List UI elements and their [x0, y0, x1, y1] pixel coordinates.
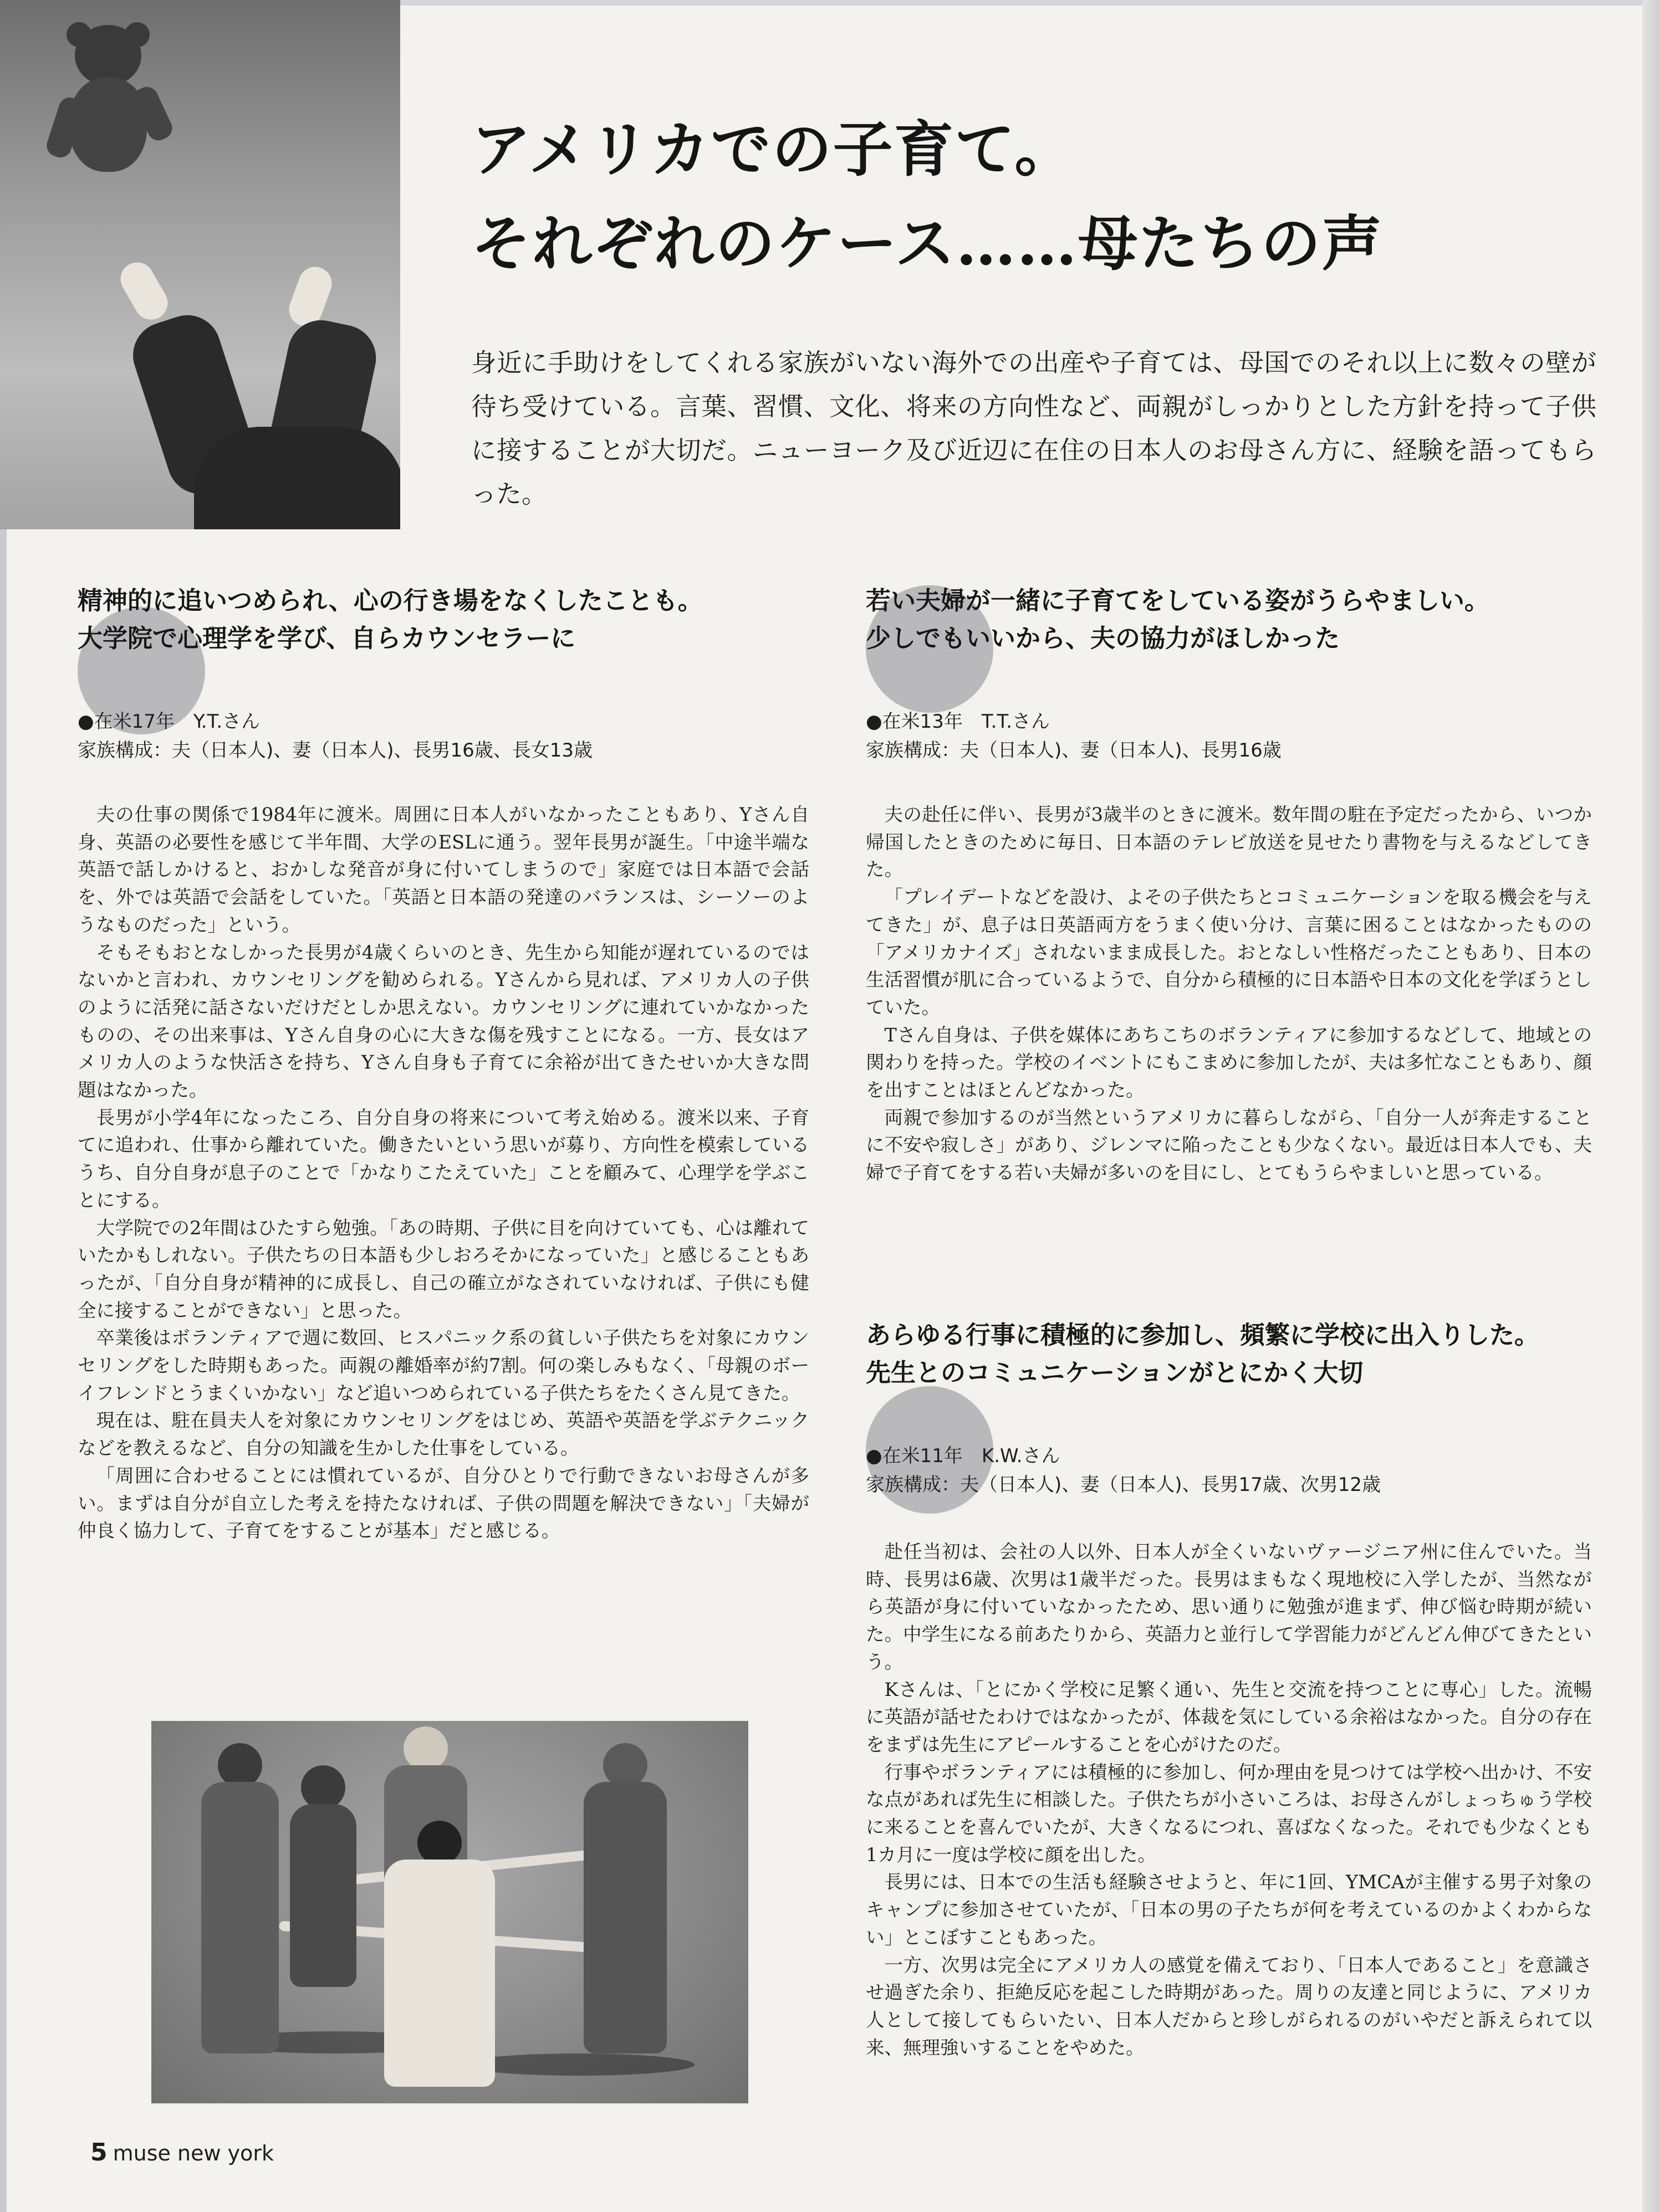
body-paragraph: 卒業後はボランティアで週に数回、ヒスパニック系の貧しい子供たちを対象にカウンセリングをした時期もあった。両親の離婚率が約7割。何の楽しみもなく、「母親のボーイフレンドとうまくいかない」など追いつめられている子供たちをたくさん見てきた。	[78, 1327, 809, 1404]
family-composition: 家族構成：夫（日本人)、妻（日本人)、長男16歳、長女13歳	[78, 739, 593, 762]
section-title-line-2: 大学院で心理学を学び、自らカウンセラーに	[78, 624, 576, 653]
body-paragraph: 行事やボランティアには積極的に参加し、何か理由を見つけては学校へ出かけ、不安な点があれば先生に相談した。子供たちが小さいころは、お母さんがしょっちゅう学校に来ることを喜んでいたが、大きくなるにつれ、喜ばなくなった。それでも少なくとも1カ月に一度は学校に顔を出した。	[866, 1761, 1592, 1866]
page-folio	[90, 2138, 274, 2167]
children-circle-photo	[151, 1721, 748, 2103]
section-title-line-1: あらゆる行事に積極的に参加し、頻繁に学校に出入りした。	[866, 1320, 1540, 1350]
page-right-edge	[1642, 0, 1659, 2212]
family-composition: 家族構成：夫（日本人)、妻（日本人)、長男16歳	[866, 739, 1282, 762]
child-figure	[384, 1821, 495, 2087]
section-title-line-1: 若い夫婦が一緒に子育てをしている姿がうらやましい。	[866, 586, 1490, 615]
section-tt	[866, 582, 1592, 1187]
lead-paragraph: 身近に手助けをしてくれる家族がいない海外での出産や子育ては、母国でのそれ以上に数々の壁が待ち受けている。言葉、習慣、文化、将来の方向性など、両親がしっかりとした方針を持って子供に接することが大切だ。ニューヨーク及び近辺に在住の日本人のお母さん方に、経験を語ってもらった。	[471, 348, 1596, 509]
child-figure	[290, 1765, 356, 1987]
profile-meta	[866, 1442, 1592, 1499]
headline-line-2: それぞれのケース……母たちの声	[471, 209, 1383, 279]
profile-meta	[78, 707, 809, 765]
body-paragraph: Tさん自身は、子供を媒体にあちこちのボランティアに参加するなどして、地域との関わりを持った。学校のイベントにもこまめに参加したが、夫は多忙なこともあり、顔を出すことはほとんどなかった。	[866, 1024, 1592, 1101]
headline-line-1: アメリカでの子育て。	[471, 115, 1076, 185]
residence-years: ●在米17年 Y.T.さん	[78, 711, 261, 733]
child-figure	[584, 1743, 667, 2053]
section-title	[78, 582, 809, 657]
body-paragraph: Kさんは、「とにかく学校に足繁く通い、先生と交流を持つことに専心」した。流暢に英語が話せたわけではなかったが、体裁を気にしている余裕はなかった。自分の存在をまずは先生にアピールすることを心がけたのだ。	[866, 1678, 1592, 1755]
section-body	[866, 1538, 1592, 2061]
body-paragraph: 赴任当初は、会社の人以外、日本人が全くいないヴァージニア州に住んでいた。当時、長男は6歳、次男は1歳半だった。長男はまもなく現地校に入学したが、当然ながら英語が身に付いていなかったため、思い通りに勉強が進まず、伸び悩む時期が続いた。中学生になる前あたりから、英語力と並行して学習能力がどんどん伸びてきたという。	[866, 1541, 1592, 1673]
magazine-name: muse new york	[113, 2141, 274, 2165]
child-reaching-figure	[116, 260, 400, 529]
residence-years: ●在米13年 T.T.さん	[866, 711, 1050, 733]
body-paragraph: そもそもおとなしかった長男が4歳くらいのとき、先生から知能が遅れているのではないかと言われ、カウンセリングを勧められる。Yさんから見れば、アメリカ人の子供のように活発に話さないだけだとしか思えない。カウンセリングに連れていかなかったものの、その出来事は、Yさん自身の心に大きな傷を残すことになる。一方、長女はアメリカ人のような快活さを持ち、Yさん自身も子育てに余裕が出てきたせいか大きな問題はなかった。	[78, 941, 809, 1101]
page-number: 5	[90, 2138, 108, 2167]
section-yt	[78, 582, 809, 1545]
profile-meta	[866, 707, 1592, 765]
body-paragraph: 一方、次男は完全にアメリカ人の感覚を備えており、「日本人であること」を意識させ過ぎた余り、拒絶反応を起こした時期があった。周りの友達と同じように、アメリカ人として接してもらいたい、日本人だからと珍しがられるのがいやだと訴えられて以来、無理強いすることをやめた。	[866, 1954, 1592, 2058]
body-paragraph: 長男が小学4年になったころ、自分自身の将来について考え始める。渡米以来、子育てに追われ、仕事から離れていた。働きたいという思いが募り、方向性を模索しているうち、自分自身が息子のことで「かなりこたえていた」ことを顧みて、心理学を学ぶことにする。	[78, 1106, 809, 1211]
teddy-bear-photo	[0, 0, 400, 529]
section-title-line-2: 先生とのコミュニケーションがとにかく大切	[866, 1358, 1364, 1387]
body-paragraph: 両親で参加するのが当然というアメリカに暮らしながら、「自分一人が奔走することに不安や寂しさ」があり、ジレンマに陥ったことも少なくない。最近は日本人でも、夫婦で子育てをする若い夫婦が多いのを目にし、とてもうらやましいと思っている。	[866, 1106, 1592, 1184]
section-title-line-2: 少しでもいいから、夫の協力がほしかった	[866, 624, 1340, 653]
residence-years: ●在米11年 K.W.さん	[866, 1445, 1060, 1467]
section-kw	[866, 1316, 1592, 2061]
teddy-bear-figure	[53, 25, 164, 186]
family-composition: 家族構成：夫（日本人)、妻（日本人)、長男17歳、次男12歳	[866, 1474, 1381, 1496]
body-paragraph: 「周囲に合わせることには慣れているが、自分ひとりで行動できないお母さんが多い。まずは自分が自立した考えを持たなければ、子供の問題を解決できない」「夫婦が仲良く協力して、子育てをすることが基本」だと感じる。	[78, 1464, 809, 1542]
child-figure	[201, 1743, 279, 2053]
body-paragraph: 現在は、駐在員夫人を対象にカウンセリングをはじめ、英語や英語を学ぶテクニックなどを教えるなど、自分の知識を生かした仕事をしている。	[78, 1409, 809, 1459]
body-paragraph: 夫の赴任に伴い、長男が3歳半のときに渡米。数年間の駐在予定だったから、いつか帰国したときのために毎日、日本語のテレビ放送を見せたり書物を与えるなどしてきた。	[866, 804, 1592, 881]
section-title	[866, 1316, 1592, 1392]
body-paragraph: 「プレイデートなどを設け、よその子供たちとコミュニケーションを取る機会を与えてきた」が、息子は日英語両方をうまく使い分け、言葉に困ることはなかったものの「アメリカナイズ」されないまま成長した。おとなしい性格だったこともあり、日本の生活習慣が肌に合っているようで、自分から積極的に日本語や日本の文化を学ぼうとしていた。	[866, 886, 1592, 1018]
section-body	[78, 801, 809, 1545]
section-title	[866, 582, 1592, 657]
body-paragraph: 大学院での2年間はひたすら勉強。「あの時期、子供に目を向けていても、心は離れていたかもしれない。子供たちの日本語も少しおろそかになっていた」と感じることもあったが、「自分自身が精神的に成長し、自己の確立がなされていなければ、子供にも健全に接することができない」と思った。	[78, 1217, 809, 1321]
article-headline	[471, 103, 1383, 291]
body-paragraph: 夫の仕事の関係で1984年に渡米。周囲に日本人がいなかったこともあり、Yさん自身、英語の必要性を感じて半年間、大学のESLに通う。翌年長男が誕生。「中途半端な英語で話しかけると、おかしな発音が身に付いてしまうので」家庭では日本語で会話を、外では英語で会話をしていた。「英語と日本語の発達のバランスは、シーソーのようなものだった」という。	[78, 804, 809, 936]
section-body	[866, 801, 1592, 1187]
section-title-line-1: 精神的に追いつめられ、心の行き場をなくしたことも。	[78, 586, 703, 615]
body-paragraph: 長男には、日本での生活も経験させようと、年に1回、YMCAが主催する男子対象のキャンプに参加させていたが、「日本の男の子たちが何を考えているのかよくわからない」とこぼすこともあった。	[866, 1871, 1592, 1948]
